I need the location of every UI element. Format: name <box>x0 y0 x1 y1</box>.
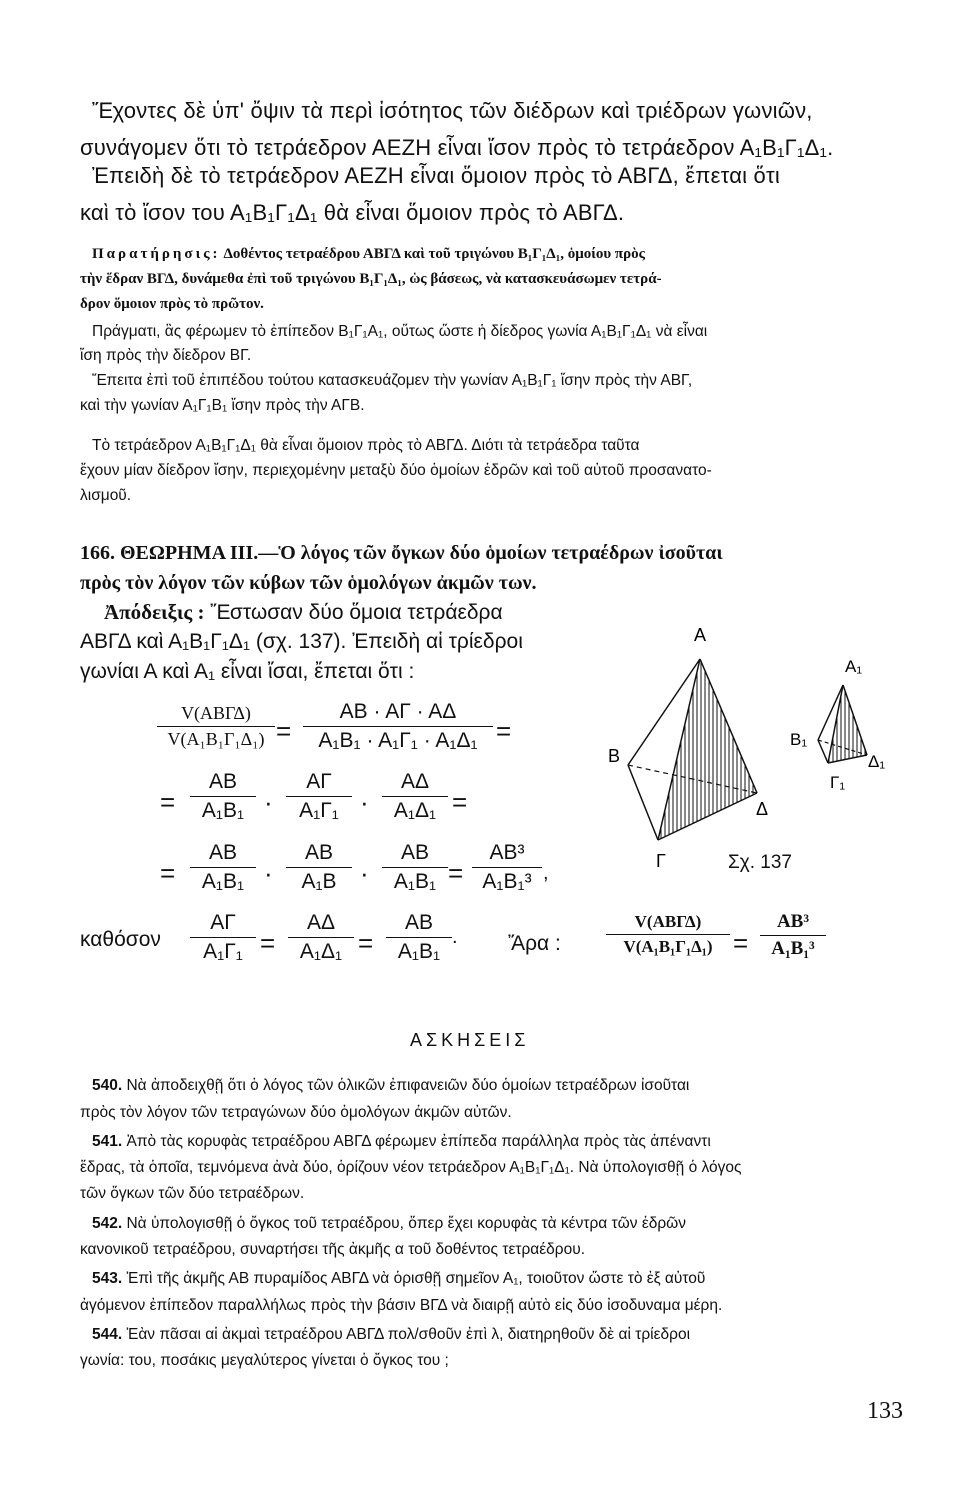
denominator: Α₁Δ₁ <box>393 799 437 822</box>
fraction-bar <box>606 934 730 935</box>
figure-tetrahedra <box>600 615 930 885</box>
edge <box>818 740 828 763</box>
intro-line: Ἐπειδὴ δὲ τὸ τετράεδρον ΑΕΖΗ εἶναι ὅμοιον πρὸς τὸ ΑΒΓΔ, ἔπεται ὅτι <box>92 163 780 188</box>
exercise-text: Ἐπὶ τῆς ἀκμῆς ΑΒ πυραμίδος ΑΒΓΔ νὰ ὁρισθῇ σημεῖον Α₁, τοιοῦτον ὥστε τὸ ἐξ αὐτοῦ <box>126 1270 706 1287</box>
fraction <box>190 911 256 964</box>
numerator: ΑΒ <box>404 911 433 934</box>
equals-sign: = <box>260 928 276 958</box>
observation-text: τὴν ἕδραν ΒΓΔ, δυνάμεθα ἐπὶ τοῦ τριγώνου Β₁Γ₁Δ₁, ὡς βάσεως, νὰ κατασκευάσωμεν τετρά- <box>80 271 662 287</box>
fraction-bar <box>190 796 256 797</box>
numerator: V(ΑΒΓΔ) <box>181 703 251 723</box>
label-G1: Γ₁ <box>830 773 846 792</box>
fraction <box>382 770 448 823</box>
exercise-number: 540. <box>92 1077 123 1094</box>
dot-operator: · <box>360 858 369 888</box>
numerator: ΑΒ · ΑΓ · ΑΔ <box>339 700 457 723</box>
observation-text: Δοθέντος τετραέδρου ΑΒΓΔ καὶ τοῦ τριγώνου Β₁Γ₁Δ₁, ὁμοίου πρὸς <box>223 246 645 262</box>
exercise-text: κανονικοῦ τετραέδρου, συναρτήσει τῆς ἀκμῆς α τοῦ δοθέντος τετραέδρου. <box>80 1241 586 1258</box>
exercises-heading: ΑΣΚΗΣΕΙΣ <box>410 1030 530 1050</box>
exercise-number: 542. <box>92 1215 123 1232</box>
exercise-text: Νὰ ὑπολογισθῇ ὁ ὄγκος τοῦ τετραέδρου, ὅπερ ἔχει κορυφὰς τὰ κέντρα τῶν ἑδρῶν <box>126 1215 687 1232</box>
fraction-volume <box>157 703 275 750</box>
denominator: Α₁Β₁ <box>393 870 437 893</box>
numerator: ΑΔ <box>306 911 336 934</box>
figure-caption: Σχ. 137 <box>728 852 792 873</box>
fraction <box>382 841 448 894</box>
label-D: Δ <box>756 799 769 819</box>
numerator: ΑΒ <box>208 770 237 793</box>
exercise-text: Ἀπὸ τὰς κορυφὰς τετραέδρου ΑΒΓΔ φέρωμεν ἐπίπεδα παράλληλα πρὸς τὰς ἀπέναντι <box>126 1133 711 1150</box>
theorem-statement: πρὸς τὸν λόγον τῶν κύβων τῶν ὁμολόγων ἀκμῶν των. <box>80 572 537 594</box>
exercise-number: 544. <box>92 1326 123 1343</box>
fraction-bar <box>382 796 448 797</box>
label-G: Γ <box>656 851 666 871</box>
denominator: Α₁Β₁ · Α₁Γ₁ · Α₁Δ₁ <box>318 729 478 752</box>
fraction-bar <box>190 867 256 868</box>
body-line: καὶ τὴν γωνίαν Α₁Γ₁Β₁ ἴσην πρὸς τὴν ΑΓΒ. <box>80 397 365 414</box>
exercise-text: τῶν ὄγκων τῶν δύο τετραέδρων. <box>80 1185 305 1202</box>
exercise-number: 541. <box>92 1133 123 1150</box>
numerator: V(ΑΒΓΔ) <box>634 912 702 931</box>
denominator: Α₁Β₁ <box>201 799 245 822</box>
exercise-text: Ἐὰν πᾶσαι αἱ ἀκμαὶ τετραέδρου ΑΒΓΔ πολ/σθοῦν ἐπὶ λ, διατηρηθοῦν δὲ αἱ τρίεδροι <box>126 1326 691 1343</box>
fraction-bar <box>382 867 448 868</box>
proof-label: Ἀπόδειξις : <box>104 600 205 624</box>
fraction <box>472 841 542 894</box>
fraction-final-cube <box>760 911 826 960</box>
exercise-line <box>92 1270 705 1288</box>
theorem-statement: —Ὁ λόγος τῶν ὄγκων δύο ὁμοίων τετραέδρων ἰσοῦται <box>258 542 723 564</box>
equals-sign: = <box>452 787 468 817</box>
equals-sign: = <box>448 858 464 888</box>
fraction-bar <box>190 937 256 938</box>
equals-sign: = <box>733 928 749 958</box>
fraction-bar <box>286 796 352 797</box>
denominator: Α₁Δ₁ <box>299 940 343 963</box>
page-number: 133 <box>867 1398 903 1424</box>
denominator: Α₁Β₁³ <box>771 938 815 959</box>
intro-line: καὶ τὸ ἴσον του Α₁Β₁Γ₁Δ₁ θὰ εἶναι ὅμοιον πρὸς τὸ ΑΒΓΔ. <box>80 200 625 225</box>
fraction <box>190 841 256 894</box>
fraction <box>190 770 256 823</box>
equals-sign: = <box>160 787 176 817</box>
fraction-edges <box>303 700 493 753</box>
numerator: ΑΓ <box>210 911 236 934</box>
numerator: ΑΔ <box>400 770 430 793</box>
comma: , <box>543 862 549 884</box>
equals-sign: = <box>358 928 374 958</box>
hatched-face <box>658 659 757 840</box>
exercise-text: Νὰ ἀποδειχθῇ ὅτι ὁ λόγος τῶν ὁλικῶν ἐπιφανειῶν δύο ὁμοίων τετραέδρων ἰσοῦται <box>126 1077 690 1094</box>
fraction-bar <box>472 867 542 868</box>
numerator: ΑΒ³ <box>489 841 525 864</box>
fraction-bar <box>288 937 354 938</box>
dot-operator: · <box>264 787 273 817</box>
exercise-line <box>92 1215 686 1233</box>
period: . <box>452 926 458 948</box>
proof-text: γωνίαι Α καὶ Α₁ εἶναι ἴσαι, ἔπεται ὅτι : <box>80 660 415 683</box>
fraction-bar <box>760 935 826 936</box>
dot-operator: · <box>360 787 369 817</box>
exercise-line <box>92 1326 690 1344</box>
exercise-text: πρὸς τὸν λόγον τῶν τετραγώνων δύο ὁμολόγων ἀκμῶν αὐτῶν. <box>80 1104 512 1121</box>
fraction <box>286 841 352 894</box>
denominator: V(Α₁Β₁Γ₁Δ₁) <box>167 729 265 749</box>
fraction-bar <box>286 867 352 868</box>
observation-text: δρον ὅμοιον πρὸς τὸ πρῶτον. <box>80 296 264 312</box>
body-line: Τὸ τετράεδρον Α₁Β₁Γ₁Δ₁ θὰ εἶναι ὅμοιον πρὸς τὸ ΑΒΓΔ. Διότι τὰ τετράεδρα ταῦτα <box>92 437 640 454</box>
denominator: Α₁Γ₁ <box>203 940 243 963</box>
equals-sign: = <box>160 858 176 888</box>
kathoson-label: καθόσον <box>80 928 161 951</box>
numerator: ΑΓ <box>306 770 332 793</box>
observation-label: Παρατήρησις: <box>92 246 221 262</box>
equals-sign: = <box>276 716 292 746</box>
denominator: Α₁Β₁ <box>201 870 245 893</box>
intro-line: συνάγομεν ὅτι τὸ τετράεδρον ΑΕΖΗ εἶναι ἴσον πρὸς τὸ τετράεδρον Α₁Β₁Γ₁Δ₁. <box>80 135 834 160</box>
denominator: Α₁Β₁ <box>397 940 441 963</box>
theorem-number: 166. ΘΕΩΡΗΜΑ ΙΙΙ. <box>80 542 259 564</box>
label-A1: Α₁ <box>845 657 863 676</box>
label-B: Β <box>608 746 621 766</box>
label-B1: Β₁ <box>790 730 808 749</box>
tetrahedron-large <box>628 659 757 840</box>
body-line: ἴση πρὸς τὴν δίεδρον ΒΓ. <box>80 347 252 364</box>
fraction-bar <box>157 726 275 727</box>
exercise-line <box>92 1077 689 1095</box>
exercise-line <box>92 1133 711 1151</box>
dot-operator: · <box>264 858 273 888</box>
exercise-text: ἀγόμενον ἐπίπεδον παραλλήλως πρὸς τὴν βάσιν ΒΓΔ νὰ διαιρῇ αὐτὸ εἰς δύο ἰσοδυναμα μέρη. <box>80 1297 723 1314</box>
fraction-final-volume <box>606 912 730 957</box>
label-D1: Δ₁ <box>868 752 886 771</box>
intro-line: Ἔχοντες δὲ ὑπ' ὄψιν τὰ περὶ ἰσότητος τῶν διέδρων καὶ τριέδρων γωνιῶν, <box>92 98 813 123</box>
fraction <box>288 911 354 964</box>
numerator: ΑΒ <box>400 841 429 864</box>
body-line: ἔχουν μίαν δίεδρον ἴσην, περιεχομένην μεταξὺ δύο ὁμοίων ἑδρῶν καὶ τοῦ αὐτοῦ προσανατο- <box>80 462 712 479</box>
numerator: ΑΒ³ <box>776 911 810 932</box>
body-line: λισμοῦ. <box>80 487 132 504</box>
proof-text: Ἔστωσαν δύο ὅμοια τετράεδρα <box>210 601 503 624</box>
fraction-bar <box>303 726 493 727</box>
denominator: V(Α₁Β₁Γ₁Δ₁) <box>623 937 713 956</box>
proof-text: ΑΒΓΔ καὶ Α₁Β₁Γ₁Δ₁ (σχ. 137). Ἐπειδὴ αἱ τρίεδροι <box>80 630 523 653</box>
equals-sign: = <box>496 716 512 746</box>
tetrahedron-small <box>818 685 867 763</box>
edge <box>628 765 658 840</box>
numerator: ΑΒ <box>208 841 237 864</box>
fraction-bar <box>386 937 452 938</box>
denominator: Α₁Γ₁ <box>299 799 339 822</box>
exercise-text: γωνία: του, ποσάκις μεγαλύτερος γίνεται ὁ ὄγκος του ; <box>80 1352 449 1369</box>
label-A: Α <box>694 625 707 645</box>
denominator: Α₁Β <box>301 870 337 893</box>
ara-label: Ἄρα : <box>508 932 561 955</box>
denominator: Α₁Β₁³ <box>482 870 532 893</box>
fraction <box>286 770 352 823</box>
body-line: Ἔπειτα ἐπὶ τοῦ ἐπιπέδου τούτου κατασκευάζομεν τὴν γωνίαν Α₁Β₁Γ₁ ἴσην πρὸς τὴν ΑΒΓ, <box>92 372 693 389</box>
fraction <box>386 911 452 964</box>
body-line: Πράγματι, ἃς φέρωμεν τὸ ἐπίπεδον Β₁Γ₁Α₁, οὕτως ὥστε ἡ δίεδρος γωνία Α₁Β₁Γ₁Δ₁ νὰ εἶναι <box>92 323 708 340</box>
numerator: ΑΒ <box>304 841 333 864</box>
exercise-number: 543. <box>92 1270 123 1287</box>
exercise-text: ἕδρας, τὰ ὁποῖα, τεμνόμενα ἀνὰ δύο, ὁρίζουν νέον τετράεδρον Α₁Β₁Γ₁Δ₁. Νὰ ὑπολογισθῇ ὁ λόγος <box>80 1159 742 1176</box>
